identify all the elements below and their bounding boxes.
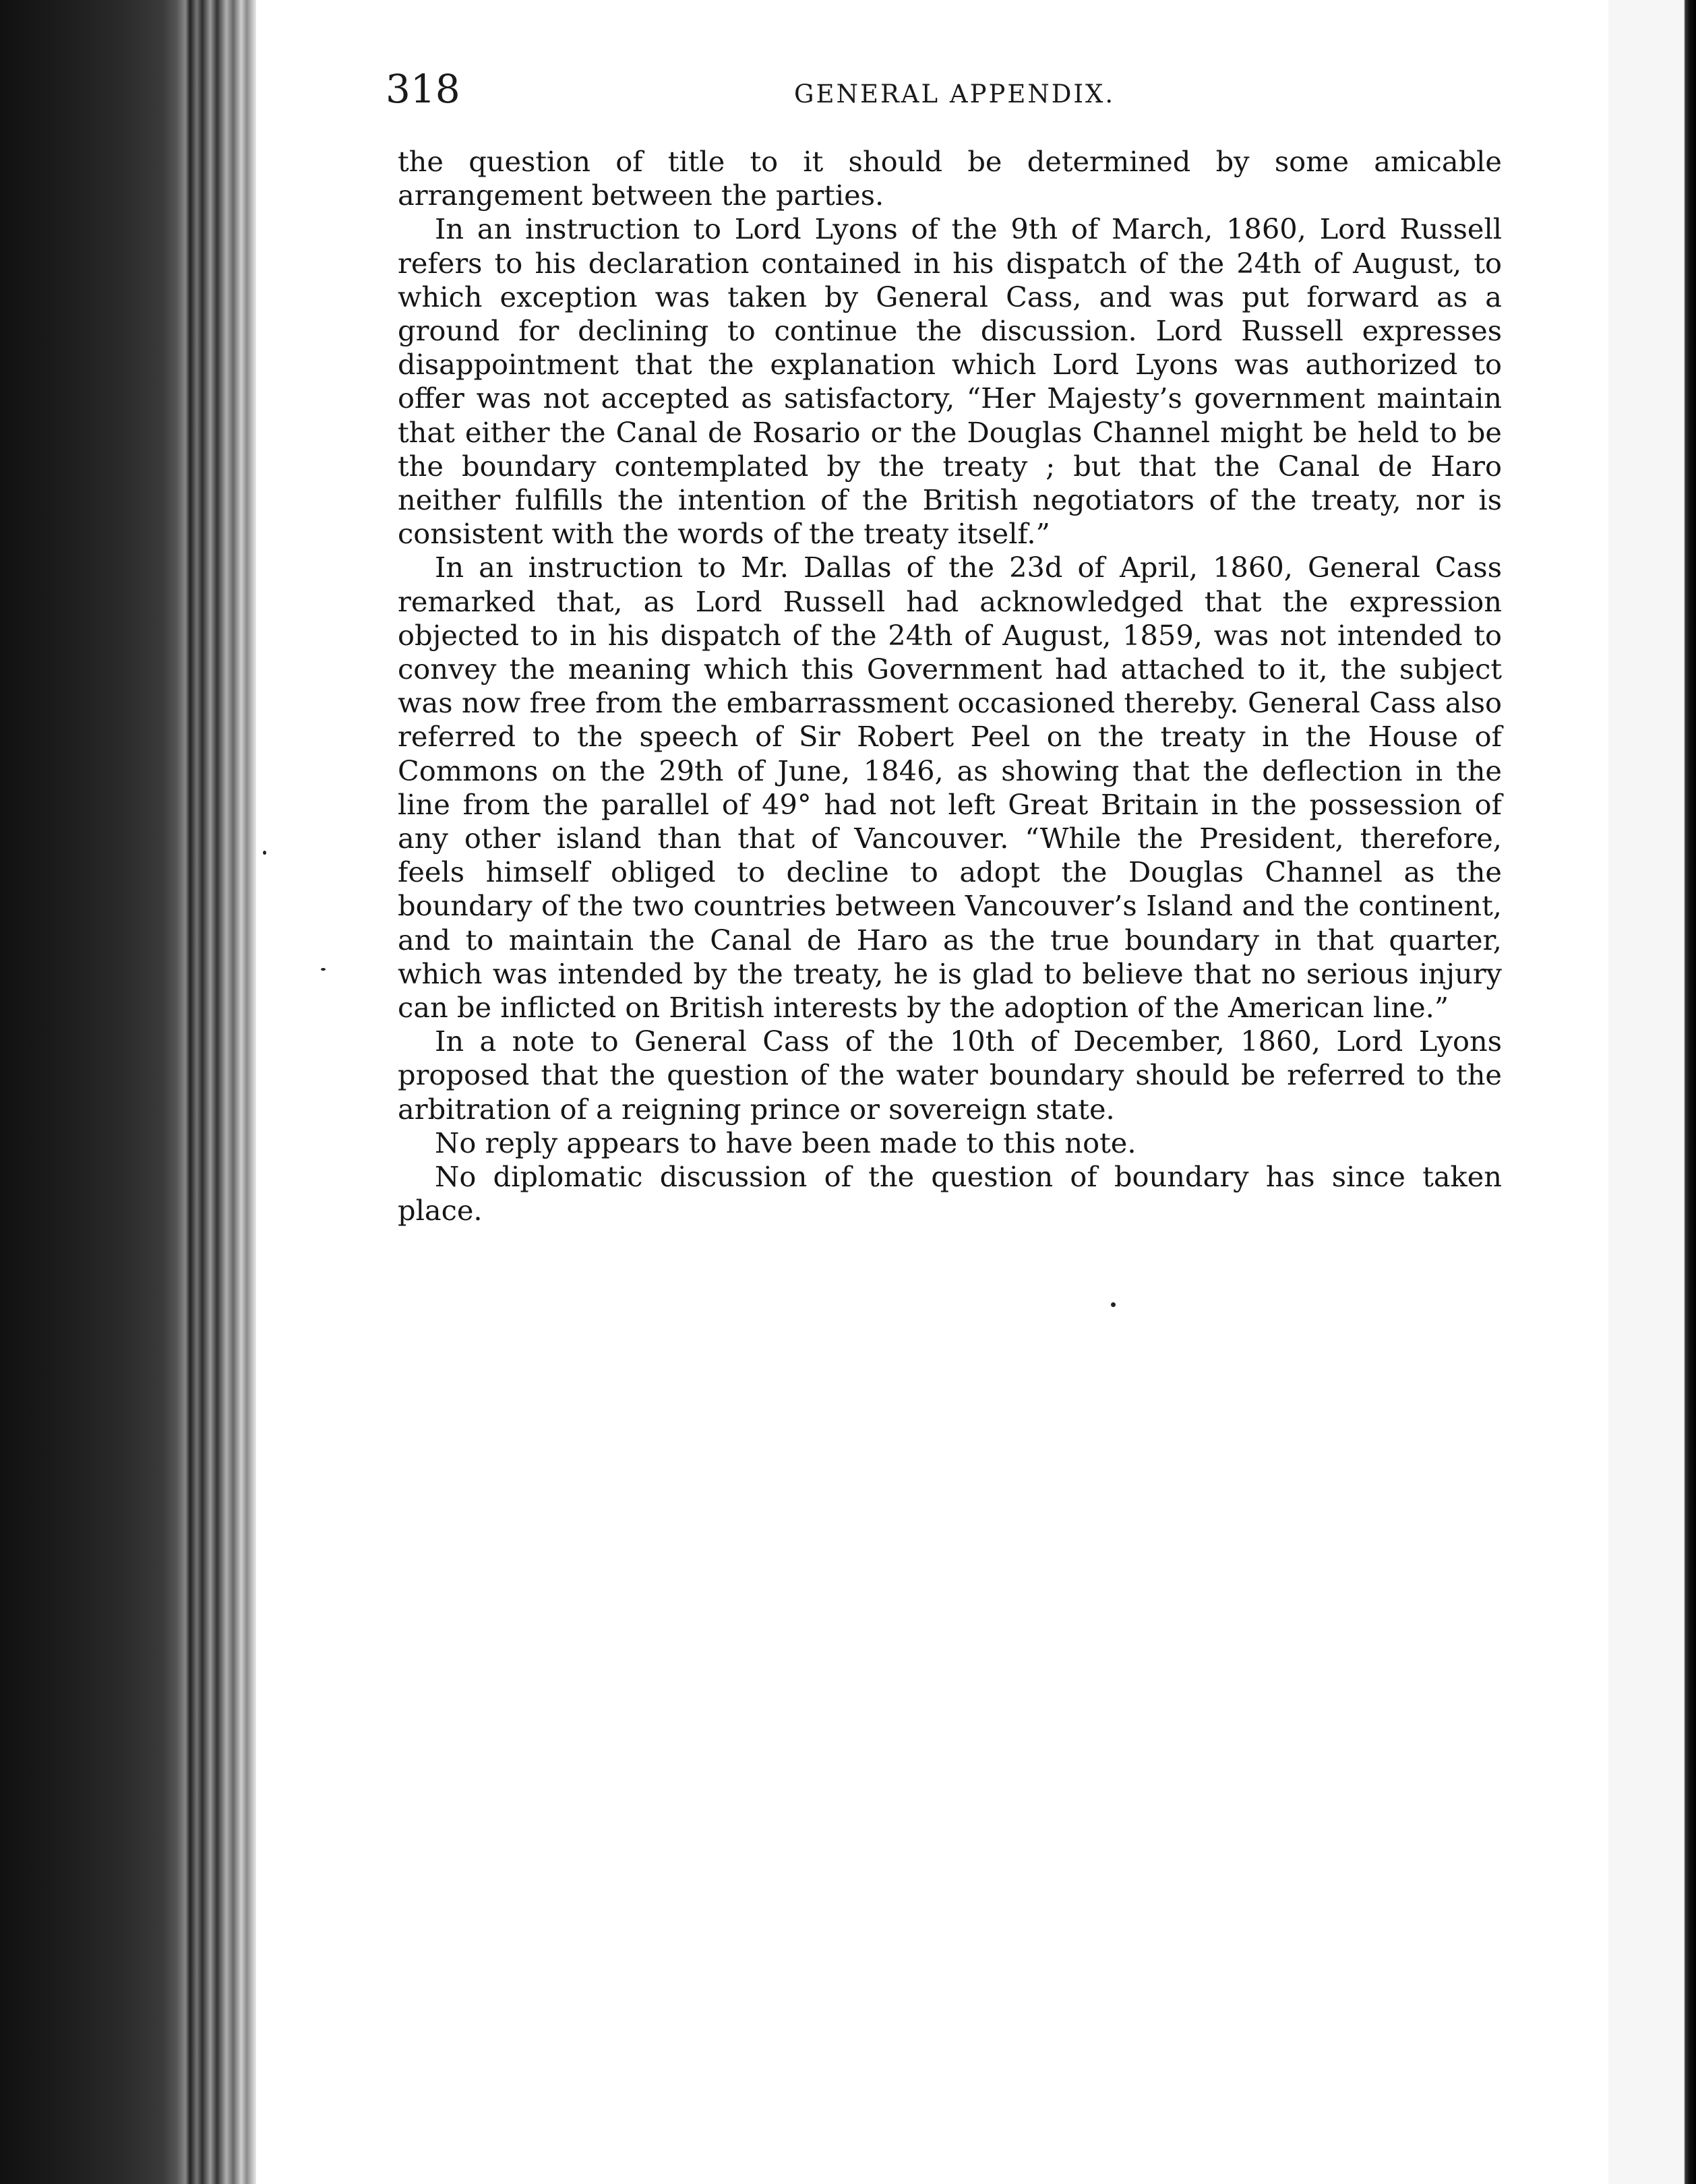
book-binding-edge (0, 0, 256, 2184)
paragraph-no-discussion: No diplomatic discussion of the question of boundary has since taken place. (398, 1160, 1502, 1227)
page-number: 318 (386, 66, 460, 112)
paragraph-lord-lyons-instruction: In an instruction to Lord Lyons of the 9th of March, 1860, Lord Russell refers to his declaration contained in his dispatch of the 24th of August, to which exception was taken by General Cass, and was put forward as a ground for declining to continue the discussion. Lord Russell expresses disappointment that the explanation which Lord Lyons was authorized to offer was not accepted as satisfactory, “Her Majesty’s government maintain that either the Canal de Rosario or the Douglas Channel might be held to be the boundary contemplated by the treaty ; but that the Canal de Haro neither fulfills the intention of the British negotiators of the treaty, nor is consistent with the words of the treaty itself.” (398, 212, 1502, 551)
body-text (398, 145, 1502, 1228)
page-right-edge (1608, 0, 1696, 2184)
print-speck (321, 968, 326, 971)
print-speck (1111, 1302, 1116, 1307)
page-sheet (256, 0, 1608, 2184)
paragraph-dallas-instruction: In an instruction to Mr. Dallas of the 23d of April, 1860, General Cass remarked that, as Lord Russell had acknowledged that the expression objected to in his dispatch of the 24th of August, 1859, was not intended to convey the meaning which this Government had attached to it, the subject was now free from the embarrassment occasioned thereby. General Cass also referred to the speech of Sir Robert Peel on the treaty in the House of Commons on the 29th of June, 1846, as showing that the deflection in the line from the parallel of 49° had not left Great Britain in the possession of any other island than that of Vancouver. “While the President, therefore, feels himself obliged to decline to adopt the Douglas Channel as the boundary of the two countries between Vancouver’s Island and the continent, and to maintain the Canal de Haro as the true boundary in that quarter, which was intended by the treaty, he is glad to believe that no serious injury can be inflicted on British interests by the adoption of the American line.” (398, 551, 1502, 1025)
print-speck (263, 851, 266, 855)
paragraph-note-to-cass: In a note to General Cass of the 10th of December, 1860, Lord Lyons proposed that the question of the water boundary should be referred to the arbitration of a reigning prince or sovereign state. (398, 1025, 1502, 1126)
paragraph-no-reply: No reply appears to have been made to this note. (435, 1126, 1137, 1159)
paragraph-continuation: the question of title to it should be determined by some amicable arrangement between the parties. (398, 145, 1502, 212)
running-title: GENERAL APPENDIX. (794, 80, 1116, 109)
